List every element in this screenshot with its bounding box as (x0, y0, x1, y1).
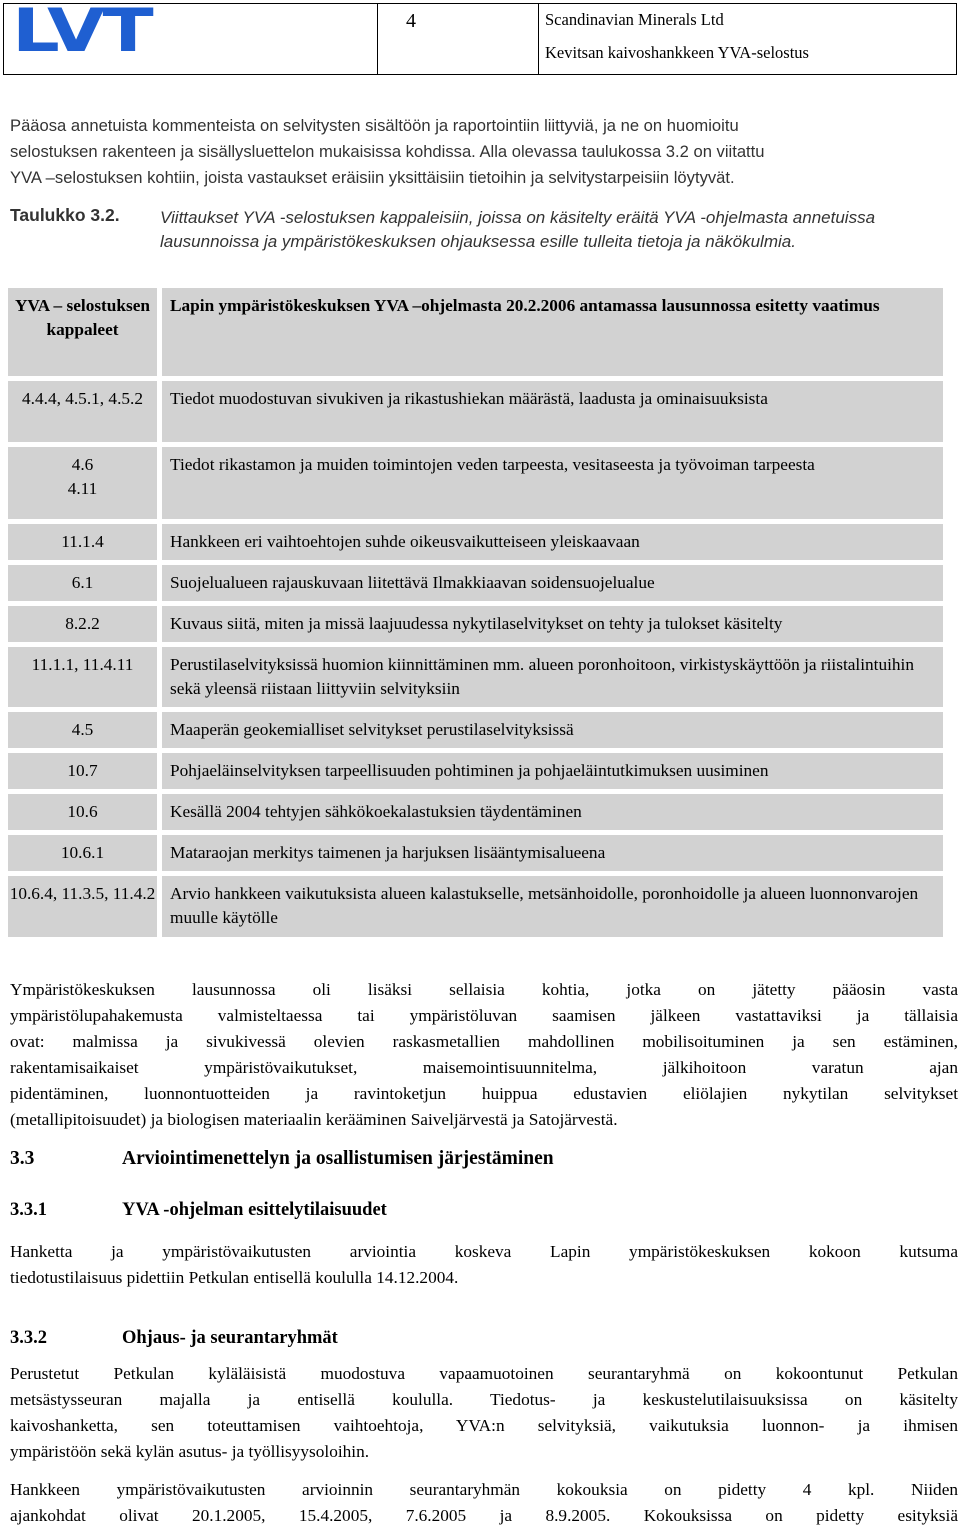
intro-line: selostuksen rakenteen ja sisällysluettelon mukaisissa kohdissa. Alla olevassa taulukossa 3.2 on viitattu (10, 142, 765, 161)
table-row (8, 524, 943, 560)
table-cell-text: Pohjaeläinselvityksen tarpeellisuuden pohtiminen ja pohjaeläintutkimuksen uusiminen (162, 753, 943, 789)
paragraph-line: Hanketta ja ympäristövaikutusten arviointia koskeva Lapin ympäristökeskuksen kokoon kutsuma (10, 1242, 958, 1261)
table-cell-ref: 4.4.4, 4.5.1, 4.5.2 (8, 381, 157, 442)
table-cell-ref: 4.5 (8, 712, 157, 748)
table-cell-text: Tiedot muodostuvan sivukiven ja rikastushiekan määrästä, laadusta ja ominaisuuksista (162, 381, 943, 442)
table-cell-ref: 10.7 (8, 753, 157, 789)
section-number: 3.3.1 (10, 1200, 47, 1220)
column-header-sections: YVA – selostuksen kappaleet (8, 288, 157, 376)
section-heading-3-3 (10, 1148, 554, 1170)
reference-table (8, 288, 943, 942)
table-row (8, 712, 943, 748)
table-cell-ref: 8.2.2 (8, 606, 157, 642)
table-cell-text: Tiedot rikastamon ja muiden toimintojen veden tarpeesta, vesitaseesta ja työvoiman tarpeesta (162, 447, 943, 519)
paragraph-meetings (10, 1477, 958, 1529)
page-header (3, 3, 957, 75)
table-row (8, 835, 943, 871)
document-title: Kevitsan kaivoshankkeen YVA-selostus (545, 43, 809, 62)
paragraph-line: pidentäminen, luonnontuotteiden ja ravintoketjun huippua edustavien eliölajien nykytilan selvitykset (10, 1084, 958, 1103)
paragraph-line: ovat: malmissa ja sivukivessä olevien raskasmetallien mahdollinen mobilisoituminen ja sen estäminen, (10, 1032, 958, 1051)
table-cell-text: Perustilaselvityksissä huomion kiinnittäminen mm. alueen poronhoitoon, virkistyskäyttöön ja riistalintuihin sekä yleensä riistaan liittyviin selvityksiin (162, 647, 943, 707)
paragraph-presentation-events (10, 1239, 958, 1291)
table-caption-label: Taulukko 3.2. (10, 205, 120, 225)
page-number-cell (378, 4, 539, 74)
table-row (8, 606, 943, 642)
paragraph-monitoring-group (10, 1361, 958, 1465)
table-cell-ref: 11.1.1, 11.4.11 (8, 647, 157, 707)
table-row (8, 381, 943, 442)
intro-paragraph (10, 113, 958, 191)
paragraph-remaining-items (10, 977, 958, 1133)
table-cell-ref: 10.6.4, 11.3.5, 11.4.2 (8, 876, 157, 937)
paragraph-line: Perustetut Petkulan kyläläisistä muodostuva vapaamuotoinen seurantaryhmä on kokoontunut Petkulan (10, 1364, 958, 1383)
section-number: 3.3 (10, 1148, 35, 1169)
intro-line: Pääosa annetuista kommenteista on selvitysten sisältöön ja raportointiin liittyviä, ja ne on huomioitu (10, 116, 739, 135)
section-number: 3.3.2 (10, 1328, 47, 1348)
paragraph-line: ajankohdat olivat 20.1.2005, 15.4.2005, 7.6.2005 ja 8.9.2005. Kokouksissa on pidetty esityksiä (10, 1506, 958, 1525)
table-cell-text: Kuvaus siitä, miten ja missä laajuudessa nykytilaselvitykset on tehty ja tulokset käsitelty (162, 606, 943, 642)
paragraph-line: Ympäristökeskuksen lausunnossa oli lisäksi sellaisia kohtia, jotka on jätetty pääosin vasta (10, 980, 958, 999)
paragraph-line: tiedotustilaisuus pidettiin Petkulan entisellä koululla 14.12.2004. (10, 1268, 459, 1287)
table-cell-text: Maaperän geokemialliset selvitykset perustilaselvityksissä (162, 712, 943, 748)
paragraph-line: rakentamisaikaiset ympäristövaikutukset, maisemointisuunnitelma, jälkihoitoon varatun ajan (10, 1058, 958, 1077)
table-cell-text: Kesällä 2004 tehtyjen sähkökoekalastuksien täydentäminen (162, 794, 943, 830)
column-header-requirement: Lapin ympäristökeskuksen YVA –ohjelmasta 20.2.2006 antamassa lausunnossa esitetty vaatimus (162, 288, 943, 376)
table-header-row (8, 288, 943, 376)
table-cell-text: Suojelualueen rajauskuvaan liitettävä Ilmakkiaavan soidensuojelualue (162, 565, 943, 601)
table-row (8, 753, 943, 789)
paragraph-line: (metallipitoisuudet) ja biologisen materiaalin kerääminen Saiveljärvestä ja Satojärvestä. (10, 1110, 618, 1129)
table-cell-ref: 4.6 4.11 (8, 447, 157, 519)
table-cell-ref: 6.1 (8, 565, 157, 601)
section-title: YVA -ohjelman esittelytilaisuudet (122, 1200, 387, 1220)
table-cell-ref: 10.6 (8, 794, 157, 830)
paragraph-line: Hankkeen ympäristövaikutusten arvioinnin seurantaryhmän kokouksia on pidetty 4 kpl. Niiden (10, 1480, 958, 1499)
table-caption-text: Viittaukset YVA -selostuksen kappaleisiin, joissa on käsitelty eräitä YVA -ohjelmasta annetuissa lausunnoissa ja ympäristökeskuksen ohjauksessa esille tulleita tietoja ja näkökulmia. (160, 208, 876, 251)
table-row (8, 565, 943, 601)
section-heading-3-3-2 (10, 1328, 338, 1349)
table-cell-ref: 10.6.1 (8, 835, 157, 871)
paragraph-line: ympäristöön sekä kylän asutus- ja työllisyysoloihin. (10, 1442, 370, 1461)
lvt-logo: LVT (12, 4, 152, 66)
table-cell-text: Hankkeen eri vaihtoehtojen suhde oikeusvaikutteiseen yleiskaavaan (162, 524, 943, 560)
table-row (8, 794, 943, 830)
paragraph-line: ympäristölupahakemusta valmisteltaessa tai ympäristöluvan saamisen jälkeen vastattaviksi ja tällaisia (10, 1006, 958, 1025)
paragraph-line: metsästysseuran majalla ja entisellä koululla. Tiedotus- ja keskustelutilaisuuksissa on käsitelty (10, 1390, 958, 1409)
intro-line: YVA –selostuksen kohtiin, joista vastaukset eräisiin yksittäisiin tietoihin ja selvitystarpeisiin löytyvät. (10, 168, 735, 187)
section-heading-3-3-1 (10, 1200, 387, 1221)
table-cell-ref: 11.1.4 (8, 524, 157, 560)
section-title: Arviointimenettelyn ja osallistumisen järjestäminen (122, 1148, 554, 1169)
logo-cell (4, 4, 378, 74)
page-number: 4 (406, 10, 416, 32)
table-row (8, 876, 943, 937)
paragraph-line: kaivoshanketta, sen toteuttamisen vaihtoehtoja, YVA:n selvityksiä, vaikutuksia luonnon- ja ihmisen (10, 1416, 958, 1435)
table-row (8, 447, 943, 519)
table-cell-text: Mataraojan merkitys taimenen ja harjuksen lisääntymisalueena (162, 835, 943, 871)
table-cell-text: Arvio hankkeen vaikutuksista alueen kalastukselle, metsänhoidolle, poronhoidolle ja alueen luonnonvarojen muulle käytölle (162, 876, 943, 937)
section-title: Ohjaus- ja seurantaryhmät (122, 1328, 338, 1348)
company-name: Scandinavian Minerals Ltd (545, 10, 724, 29)
header-info-cell (539, 4, 956, 74)
table-row (8, 647, 943, 707)
